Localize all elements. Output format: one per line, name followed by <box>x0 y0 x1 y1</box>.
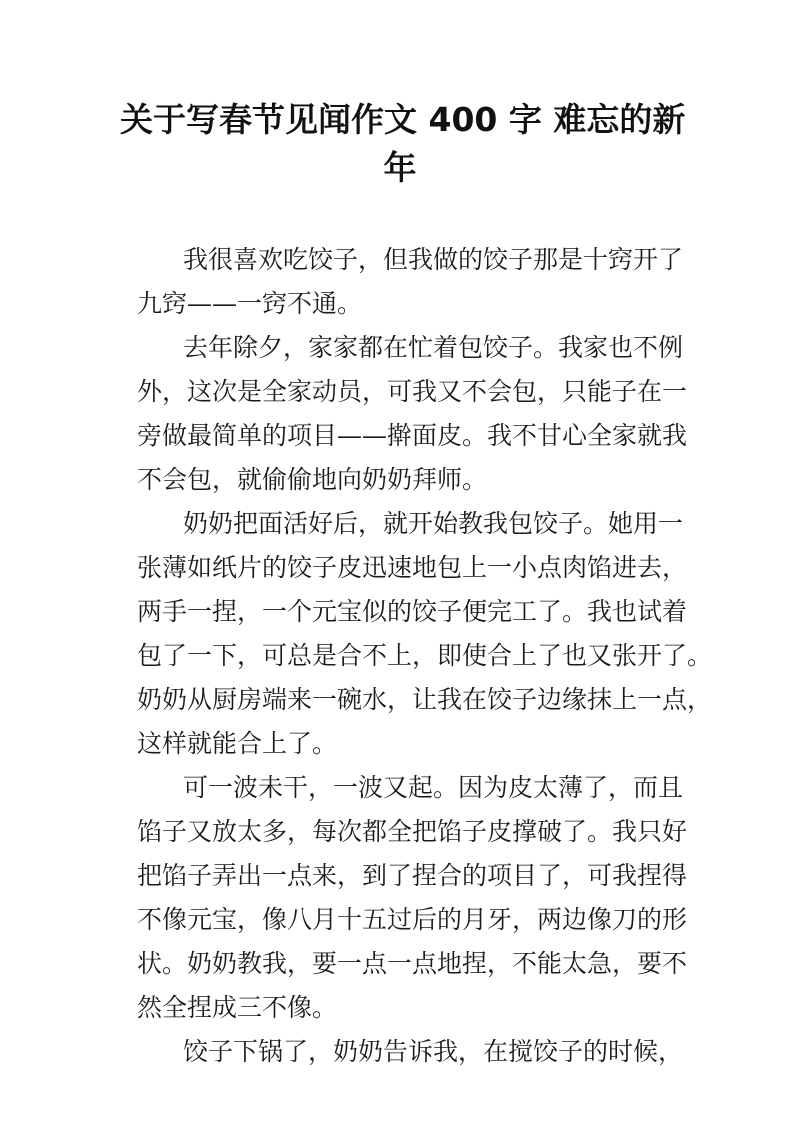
text-line: 奶奶把面活好后，就开始教我包饺子。她用一 <box>183 509 684 538</box>
essay-body <box>137 238 713 1074</box>
paragraph <box>137 1030 684 1074</box>
text-line: 两手一捏，一个元宝似的饺子便完工了。我也试着 <box>137 597 688 626</box>
page-title <box>120 96 686 192</box>
text-line: 不会包，就偷偷地向奶奶拜师。 <box>137 465 488 494</box>
text-line: 馅子又放太多，每次都全把馅子皮撑破了。我只好 <box>137 817 688 846</box>
text-line: 包了一下，可总是合不上，即使合上了也又张开了。 <box>137 641 713 670</box>
text-line: 这样就能合上了。 <box>137 729 338 758</box>
text-line: 去年除夕，家家都在忙着包饺子。我家也不例 <box>183 333 684 362</box>
paragraph <box>137 326 688 502</box>
text-line: 奶奶从厨房端来一碗水，让我在饺子边缘抹上一点， <box>137 685 713 714</box>
paragraph <box>137 238 684 326</box>
text-line: 张薄如纸片的饺子皮迅速地包上一小点肉馅进去， <box>137 553 688 582</box>
text-line: 把馅子弄出一点来，到了捏合的项目了，可我捏得 <box>137 861 688 890</box>
text-line: 然全捏成三不像。 <box>137 993 338 1022</box>
text-line: 饺子下锅了，奶奶告诉我，在搅饺子的时候， <box>183 1037 684 1066</box>
text-line: 外，这次是全家动员，可我又不会包，只能子在一 <box>137 377 688 406</box>
text-line: 不像元宝，像八月十五过后的月牙，两边像刀的形 <box>137 905 688 934</box>
text-line: 九窍——一窍不通。 <box>137 289 363 318</box>
text-line: 旁做最简单的项目——擀面皮。我不甘心全家就我 <box>137 421 688 450</box>
text-line: 可一波未干，一波又起。因为皮太薄了，而且 <box>183 773 684 802</box>
paragraph <box>137 766 688 1030</box>
title-line: 关于写春节见闻作文 400 字 难忘的新 <box>120 100 686 139</box>
text-line: 我很喜欢吃饺子，但我做的饺子那是十窍开了 <box>183 245 684 274</box>
paragraph <box>137 502 713 766</box>
text-line: 状。奶奶教我，要一点一点地捏，不能太急，要不 <box>137 949 688 978</box>
title-line: 年 <box>383 148 417 187</box>
